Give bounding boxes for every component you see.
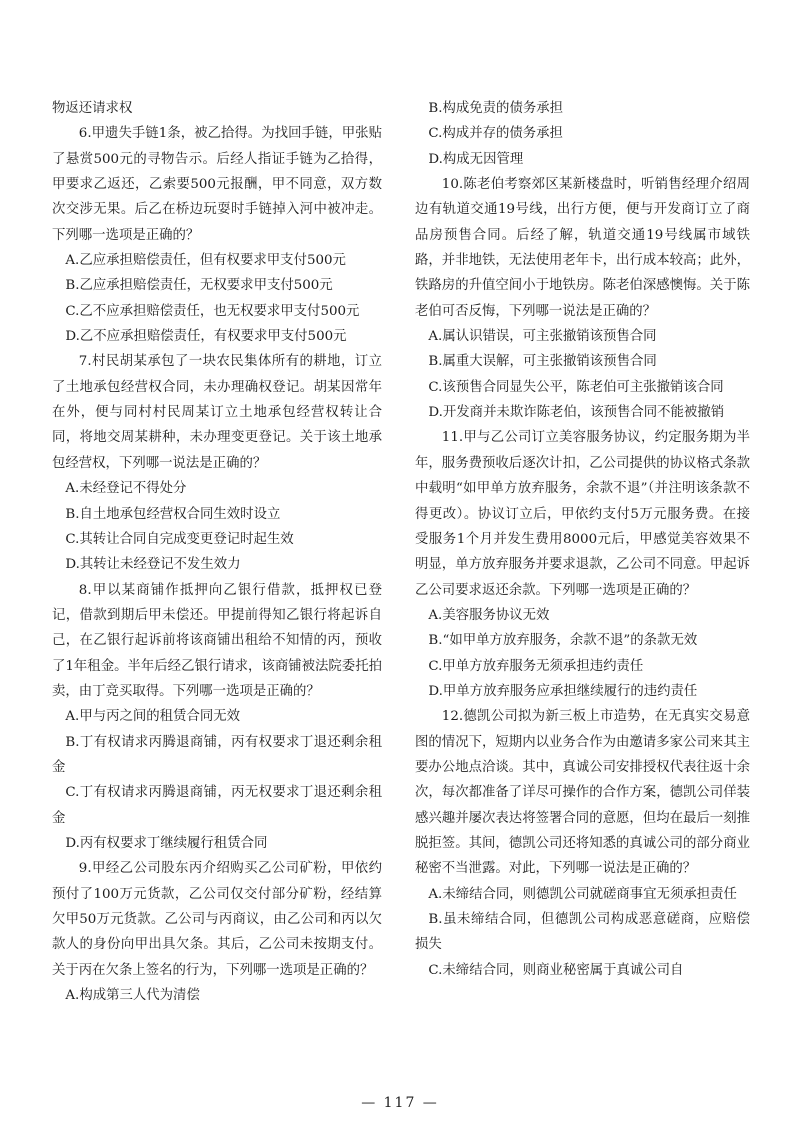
answer-option: B.构成免责的债务承担 xyxy=(428,101,564,116)
answer-option: A.属认识错误，可主张撤销该预售合同 xyxy=(428,329,657,345)
question-stem: 9.甲经乙公司股东丙介绍购买乙公司矿粉，甲依约预付了100万元货款，乙公司仅交付部分矿粉，经结算欠甲50万元货款。乙公司与丙商议，由乙公司和丙以欠款人的身份向甲出具欠条。其后，乙公司未按期支付。关于丙在欠条上签名的行为，下列哪一选项是正确的？ xyxy=(52,861,382,978)
question-stem: 6.甲遗失手链1条，被乙拾得。为找回手链，甲张贴了悬赏500元的寻物告示。后经人指证手链为乙拾得，甲要求乙返还，乙索要500元报酬，甲不同意，双方数次交涉无果。后乙在桥边玩耍时手链掉入河中被冲走。下列哪一选项是正确的？ xyxy=(52,126,382,243)
answer-option: D.构成无因管理 xyxy=(428,151,524,167)
answer-option: A.乙应承担赔偿责任，但有权要求甲支付500元 xyxy=(65,253,346,269)
answer-option: A.甲与丙之间的租赁合同无效 xyxy=(65,709,241,725)
question-stem: 7.村民胡某承包了一块农民集体所有的耕地，订立了土地承包经营权合同，未办理确权登记。胡某因常年在外，便与同村村民周某订立土地承包经营权转让合同，将地交周某耕种，未办理变更登记。关于该土地承包经营权，下列哪一说法是正确的？ xyxy=(52,354,382,471)
answer-option: B.乙应承担赔偿责任，无权要求甲支付500元 xyxy=(65,278,333,294)
question-stem: 12.德凯公司拟为新三板上市造势，在无真实交易意图的情况下，短期内以业务合作为由邀请多家公司来其主要办公地点洽谈。其中，真诚公司安排授权代表往返十余次，每次都准备了详尽可操作的合作方案，德凯公司佯装感兴趣并屡次表达将签署合同的意愿，但均在最后一刻推脱拒签。其间，德凯公司还将知悉的真诚公司的部分商业秘密不当泄露。对此，下列哪一说法是正确的？ xyxy=(415,709,750,877)
answer-option: D.开发商并未欺诈陈老伯，该预售合同不能被撤销 xyxy=(428,405,725,421)
answer-option: C.未缔结合同，则商业秘密属于真诚公司自 xyxy=(428,962,684,978)
page-number: — 117 — xyxy=(361,1095,439,1111)
answer-option: A.构成第三人代为清偿 xyxy=(65,988,200,1004)
answer-option: C.甲单方放弃服务无须承担违约责任 xyxy=(428,658,644,674)
answer-option: D.甲单方放弃服务应承担继续履行的违约责任 xyxy=(428,683,698,699)
answer-option: D.乙不应承担赔偿责任，有权要求甲支付500元 xyxy=(65,329,347,345)
question-stem: 11.甲与乙公司订立美容服务协议，约定服务期为半年，服务费预收后逐次计扣，乙公司提供的协议格式条款中载明“如甲单方放弃服务，余款不退”（并注明该条款不得更改）。协议订立后，甲依约支付5万元服务费。在接受服务1个月并发生费用8000元后，甲感觉美容效果不明显，单方放弃服务并要求退款，乙公司不同意。甲起诉乙公司要求返还余款。下列哪一选项是正确的？ xyxy=(415,430,750,598)
question-stem: 8.甲以某商铺作抵押向乙银行借款，抵押权已登记，借款到期后甲未偿还。甲提前得知乙银行将起诉自己，在乙银行起诉前将该商铺出租给不知情的丙，预收了1年租金。半年后经乙银行请求，该商铺被法院委托拍卖，由丁竞买取得。下列哪一选项是正确的？ xyxy=(52,582,382,699)
answer-option: A.未缔结合同，则德凯公司就磋商事宜无须承担责任 xyxy=(428,886,737,902)
answer-option: C.构成并存的债务承担 xyxy=(428,126,563,142)
left-column xyxy=(52,96,382,1008)
question-stem: 10.陈老伯考察郊区某新楼盘时，听销售经理介绍周边有轨道交通19号线，出行方便，便与开发商订立了商品房预售合同。后经了解，轨道交通19号线属市域铁路，并非地铁，无法使用老年卡，出行成本较高；此外，铁路房的升值空间小于地铁房。陈老伯深感懊悔。关于陈老伯可否反悔，下列哪一说法是正确的？ xyxy=(415,177,750,319)
answer-option: B.自土地承包经营权合同生效时设立 xyxy=(65,506,281,522)
answer-option: C.乙不应承担赔偿责任，也无权要求甲支付500元 xyxy=(65,303,360,319)
answer-option: D.丙有权要求丁继续履行租赁合同 xyxy=(65,835,268,851)
right-column xyxy=(415,96,750,983)
answer-option: C.丁有权请求丙腾退商铺，丙无权要求丁退还剩余租金 xyxy=(52,785,382,826)
answer-option: D.其转让未经登记不发生效力 xyxy=(65,557,241,573)
answer-option: B.“如甲单方放弃服务，余款不退”的条款无效 xyxy=(428,633,698,649)
answer-option: C.该预售合同显失公平，陈老伯可主张撤销该合同 xyxy=(428,379,724,395)
continued-text: 物返还请求权 xyxy=(52,101,133,116)
answer-option: B.丁有权请求丙腾退商铺，丙有权要求丁退还剩余租金 xyxy=(52,734,382,775)
answer-option: B.属重大误解，可主张撤销该预售合同 xyxy=(428,354,657,370)
answer-option: A.美容服务协议无效 xyxy=(428,607,550,623)
answer-option: C.其转让合同自完成变更登记时起生效 xyxy=(65,531,294,547)
answer-option: A.未经登记不得处分 xyxy=(65,481,187,497)
answer-option: B.虽未缔结合同，但德凯公司构成恶意磋商，应赔偿损失 xyxy=(415,912,750,953)
